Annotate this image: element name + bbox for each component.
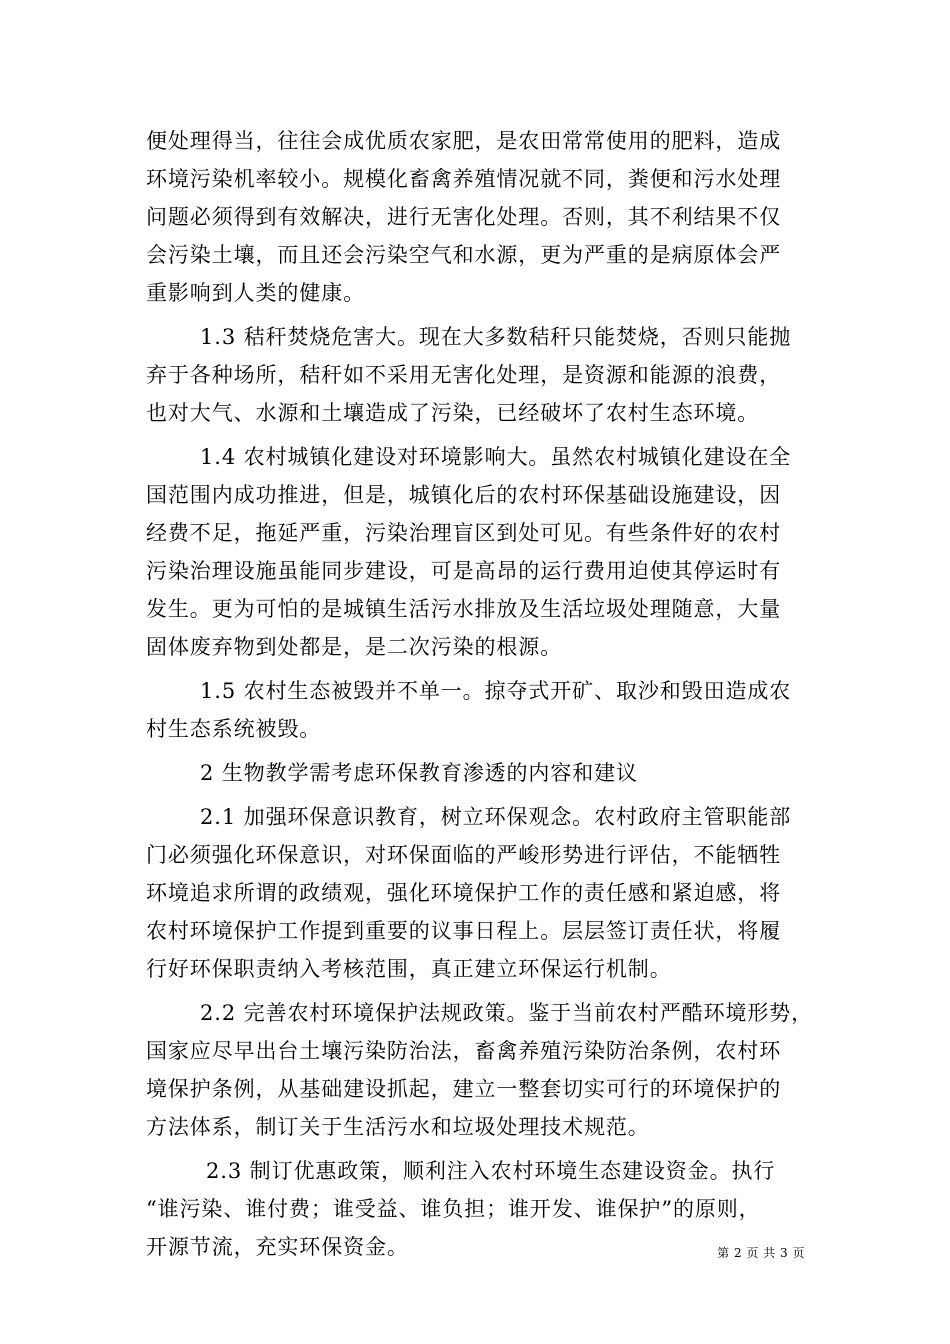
text-line: 农村环境保护工作提到重要的议事日程上。层层签订责任状，将履 xyxy=(146,919,782,943)
text-line: 也对大气、水源和土壤造成了污染，已经破坏了农村生态环境。 xyxy=(146,401,760,425)
text-line: 村生态系统被毁。 xyxy=(146,717,322,741)
text-line: 2.3 制订优惠政策，顺利注入农村环境生态建设资金。执行 xyxy=(206,1159,776,1183)
text-line: 境保护条例，从基础建设抓起，建立一整套切实可行的环境保护的 xyxy=(146,1077,782,1101)
text-line: “谁污染、谁付费；谁受益、谁负担；谁开发、谁保护”的原则， xyxy=(146,1197,761,1221)
section-heading-2 xyxy=(146,754,806,792)
text-line: 问题必须得到有效解决，进行无害化处理。否则，其不利结果不仅 xyxy=(146,205,782,229)
text-line: 方法体系，制订关于生活污水和垃圾处理技术规范。 xyxy=(146,1115,650,1139)
text-line: 污染治理设施虽能同步建设，可是高昂的运行费用迫使其停运时有 xyxy=(146,559,782,583)
text-line: 1.3 秸秆焚烧危害大。现在大多数秸秆只能焚烧，否则只能抛 xyxy=(200,325,792,349)
text-line: 1.4 农村城镇化建设对环境影响大。虽然农村城镇化建设在全 xyxy=(200,445,792,469)
heading-line: 2 生物教学需考虑环保教育渗透的内容和建议 xyxy=(200,761,638,785)
paragraph-1-4 xyxy=(146,438,806,666)
text-line: 开源节流，充实环保资金。 xyxy=(146,1235,409,1259)
text-line: 重影响到人类的健康。 xyxy=(146,281,365,305)
text-line: 经费不足，拖延严重，污染治理盲区到处可见。有些条件好的农村 xyxy=(146,521,782,545)
page-number-footer: 第 2 页 共 3 页 xyxy=(717,1246,805,1260)
paragraph-1-3 xyxy=(146,318,806,432)
paragraph-2-1 xyxy=(146,798,806,988)
text-line: 环境追求所谓的政绩观，强化环境保护工作的责任感和紧迫感，将 xyxy=(146,881,782,905)
paragraph-continuation xyxy=(146,122,806,312)
paragraph-2-2 xyxy=(146,994,814,1146)
paragraph-1-5 xyxy=(146,672,806,748)
text-line: 国家应尽早出台土壤污染防治法，畜禽养殖污染防治条例，农村环 xyxy=(146,1039,782,1063)
text-line: 2.2 完善农村环境保护法规政策。鉴于当前农村严酷环境形势， xyxy=(200,1001,814,1025)
text-line: 行好环保职责纳入考核范围，真正建立环保运行机制。 xyxy=(146,957,672,981)
text-line: 便处理得当，往往会成优质农家肥，是农田常常使用的肥料，造成 xyxy=(146,129,782,153)
text-line: 2.1 加强环保意识教育，树立环保观念。农村政府主管职能部 xyxy=(200,805,792,829)
text-line: 国范围内成功推进，但是，城镇化后的农村环保基础设施建设，因 xyxy=(146,483,782,507)
text-line: 1.5 农村生态被毁并不单一。掠夺式开矿、取沙和毁田造成农 xyxy=(200,679,792,703)
text-line: 环境污染机率较小。规模化畜禽养殖情况就不同，粪便和污水处理 xyxy=(146,167,782,191)
text-line: 发生。更为可怕的是城镇生活污水排放及生活垃圾处理随意，大量 xyxy=(146,597,782,621)
text-line: 固体废弃物到处都是，是二次污染的根源。 xyxy=(146,635,563,659)
text-line: 门必须强化环保意识，对环保面临的严峻形势进行评估，不能牺牲 xyxy=(146,843,782,867)
text-line: 会污染土壤，而且还会污染空气和水源，更为严重的是病原体会严 xyxy=(146,243,782,267)
document-body xyxy=(146,122,814,1266)
text-line: 弃于各种场所，秸秆如不采用无害化处理，是资源和能源的浪费， xyxy=(146,363,782,387)
